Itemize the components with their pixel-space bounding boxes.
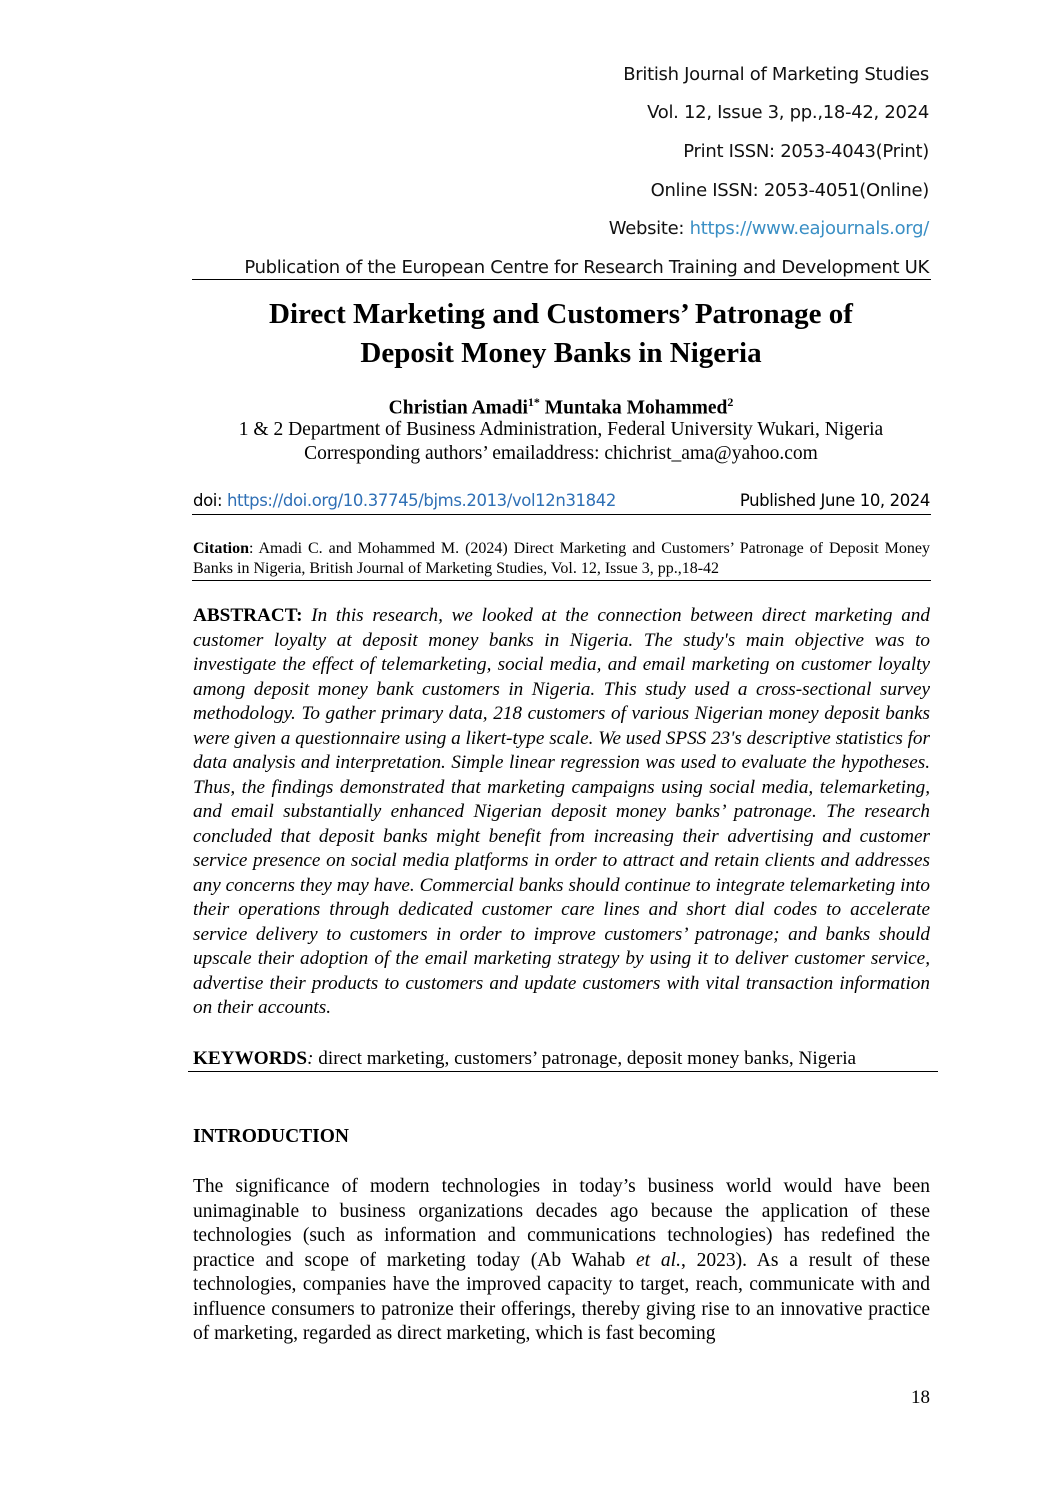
doi-rule (192, 514, 931, 515)
intro-etal: et al. (636, 1249, 681, 1271)
author-1: Christian Amadi (388, 397, 528, 419)
citation-rule (192, 580, 931, 581)
introduction-heading: INTRODUCTION (193, 1126, 350, 1147)
doi-row (193, 491, 930, 510)
keywords (193, 1047, 938, 1071)
citation-text: : Amadi C. and Mohammed M. (2024) Direct Marketing and Customers’ Patronage of Deposit Money Banks in Nigeria, British Journal of Marketing Studies, Vol. 12, Issue 3, pp.,18-42 (193, 540, 930, 577)
abstract-text: In this research, we looked at the connection between direct marketing and customer loyalty at deposit money banks in Nigeria. The study's main objective was to investigate the effect of telemarketing, social media, and email marketing on customer loyalty among deposit money bank customers in Nigeria. This study used a cross-sectional survey methodology. To gather primary data, 218 customers of various Nigerian money deposit banks were given a questionnaire using a likert-type scale. We used SPSS 23's descriptive statistics for data analysis and interpretation. Simple linear regression was used to evaluate the hypotheses. Thus, the findings demonstrated that marketing campaigns using social media, telemarketing, and email substantially enhanced Nigerian deposit money banks’ patronage. The research concluded that deposit banks might benefit from increasing their advertising and customer service presence on social media platforms in order to attract and retain clients and addresses any concerns they may have. Commercial banks should continue to integrate telemarketing into their operations through dedicated customer care lines and short dial codes to accelerate service delivery to customers in order to improve customers’ patronage; and banks should upscale their adoption of the email marketing strategy by using it to deliver customer service, advertise their products to customers and update customers with vital transaction information on their accounts. (193, 605, 930, 1018)
publisher-line: Publication of the European Centre for Research Training and Development UK (244, 257, 929, 278)
intro-text-b: , 2023). As a result of these technologies, companies have the improved capacity to target, reach, communicate with and influence consumers to patronize their offerings, thereby giving rise to an innovative practice of marketing, regarded as direct marketing, which is fast becoming (193, 1249, 930, 1344)
page-number: 18 (911, 1387, 930, 1408)
published-date: Published June 10, 2024 (739, 491, 930, 510)
print-issn: Print ISSN: 2053-4043(Print) (683, 141, 929, 162)
keywords-text: direct marketing, customers’ patronage, deposit money banks, Nigeria (313, 1048, 857, 1069)
article-title-line2: Deposit Money Banks in Nigeria (360, 337, 762, 369)
website-link[interactable]: https://www.eajournals.org/ (689, 218, 929, 239)
article-title-line1: Direct Marketing and Customers’ Patronage of (269, 298, 853, 330)
affiliation: 1 & 2 Department of Business Administration, Federal University Wukari, Nigeria (238, 419, 884, 440)
abstract-label: ABSTRACT: (193, 605, 303, 626)
keywords-rule (188, 1071, 938, 1072)
author-1-sup: 1* (527, 395, 540, 409)
website-label: Website: (608, 218, 690, 239)
abstract (193, 604, 930, 1021)
keywords-label: KEYWORDS (193, 1048, 308, 1069)
corresponding-author: Corresponding authors’ emailaddress: chichrist_ama@yahoo.com (304, 443, 818, 464)
citation-label: Citation (193, 540, 249, 557)
journal-name: British Journal of Marketing Studies (623, 64, 929, 85)
website-line (609, 218, 929, 239)
citation (193, 539, 930, 579)
author-2: Muntaka Mohammed (539, 397, 728, 419)
online-issn: Online ISSN: 2053-4051(Online) (650, 180, 929, 201)
keywords-colon: : (307, 1048, 314, 1069)
journal-volume: Vol. 12, Issue 3, pp.,18-42, 2024 (647, 102, 929, 123)
header-rule (192, 279, 931, 280)
author-2-sup: 2 (727, 395, 734, 409)
introduction-paragraph (193, 1175, 930, 1347)
doi-link[interactable]: https://doi.org/10.37745/bjms.2013/vol12n31842 (226, 491, 616, 510)
intro-text-a: The significance of modern technologies in today’s business world would have been unimaginable to business organizations decades ago because the application of these technologies (such as information and communications technologies) has redefined the practice and scope of marketing today (Ab Wahab (193, 1176, 930, 1271)
doi-label: doi: (193, 491, 227, 510)
authors-line (0, 395, 1058, 420)
